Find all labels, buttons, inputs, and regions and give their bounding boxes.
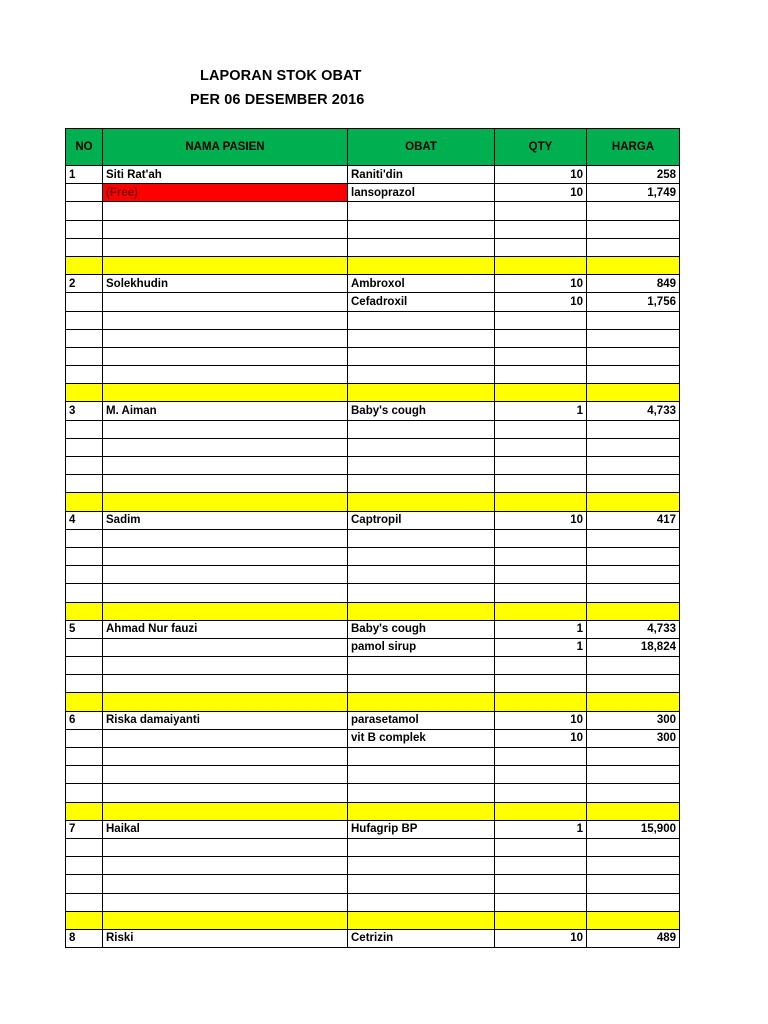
cell-harga	[587, 420, 680, 438]
cell-obat	[348, 893, 495, 911]
cell-no	[66, 748, 103, 766]
cell-no	[66, 838, 103, 856]
separator-cell	[348, 602, 495, 620]
cell-no: 5	[66, 620, 103, 638]
cell-qty	[495, 784, 587, 802]
cell-qty: 1	[495, 402, 587, 420]
cell-obat	[348, 875, 495, 893]
table-row	[66, 566, 680, 584]
group-separator-row	[66, 493, 680, 511]
cell-obat	[348, 457, 495, 475]
cell-nama-pasien	[103, 784, 348, 802]
group-separator-row	[66, 911, 680, 929]
cell-harga	[587, 566, 680, 584]
cell-nama-pasien: Ahmad Nur fauzi	[103, 620, 348, 638]
cell-nama-pasien	[103, 329, 348, 347]
cell-harga	[587, 893, 680, 911]
table-row	[66, 202, 680, 220]
separator-cell	[495, 602, 587, 620]
cell-harga: 489	[587, 929, 680, 947]
cell-no	[66, 875, 103, 893]
cell-harga: 849	[587, 275, 680, 293]
separator-cell	[587, 602, 680, 620]
cell-obat: pamol sirup	[348, 638, 495, 656]
cell-qty	[495, 202, 587, 220]
cell-obat: Baby's cough	[348, 402, 495, 420]
table-row	[66, 675, 680, 693]
stock-table	[65, 128, 680, 948]
cell-harga	[587, 657, 680, 675]
cell-nama-pasien: M. Aiman	[103, 402, 348, 420]
cell-qty	[495, 857, 587, 875]
cell-obat	[348, 857, 495, 875]
cell-no	[66, 675, 103, 693]
separator-cell	[495, 256, 587, 274]
cell-no	[66, 184, 103, 202]
cell-obat: lansoprazol	[348, 184, 495, 202]
separator-cell	[495, 911, 587, 929]
cell-harga: 1,749	[587, 184, 680, 202]
cell-nama-pasien	[103, 638, 348, 656]
cell-obat	[348, 566, 495, 584]
cell-nama-pasien	[103, 838, 348, 856]
cell-qty	[495, 893, 587, 911]
table-body	[66, 166, 680, 948]
table-row	[66, 420, 680, 438]
cell-qty: 10	[495, 184, 587, 202]
cell-obat: Ambroxol	[348, 275, 495, 293]
cell-nama-pasien	[103, 238, 348, 256]
cell-obat	[348, 547, 495, 565]
separator-cell	[348, 911, 495, 929]
cell-harga	[587, 347, 680, 365]
cell-qty: 10	[495, 929, 587, 947]
cell-harga	[587, 766, 680, 784]
cell-qty	[495, 766, 587, 784]
separator-cell	[348, 384, 495, 402]
cell-obat	[348, 329, 495, 347]
cell-obat: Baby's cough	[348, 620, 495, 638]
separator-cell	[495, 693, 587, 711]
separator-cell	[348, 693, 495, 711]
separator-cell	[66, 384, 103, 402]
cell-qty	[495, 675, 587, 693]
cell-no	[66, 784, 103, 802]
separator-cell	[103, 602, 348, 620]
cell-obat	[348, 784, 495, 802]
cell-no	[66, 566, 103, 584]
cell-nama-pasien	[103, 566, 348, 584]
separator-cell	[495, 493, 587, 511]
header-obat: OBAT	[348, 129, 495, 166]
cell-qty: 10	[495, 711, 587, 729]
cell-qty	[495, 547, 587, 565]
cell-harga	[587, 311, 680, 329]
cell-harga: 417	[587, 511, 680, 529]
cell-no	[66, 293, 103, 311]
cell-harga	[587, 547, 680, 565]
separator-cell	[348, 802, 495, 820]
separator-cell	[587, 802, 680, 820]
cell-qty: 1	[495, 620, 587, 638]
cell-harga: 15,900	[587, 820, 680, 838]
separator-cell	[66, 693, 103, 711]
table-row	[66, 511, 680, 529]
cell-obat	[348, 838, 495, 856]
cell-qty: 10	[495, 293, 587, 311]
cell-qty	[495, 584, 587, 602]
cell-harga	[587, 438, 680, 456]
table-row	[66, 166, 680, 184]
cell-nama-pasien	[103, 729, 348, 747]
cell-no	[66, 347, 103, 365]
cell-nama-pasien	[103, 893, 348, 911]
cell-nama-pasien	[103, 420, 348, 438]
table-row	[66, 547, 680, 565]
cell-harga	[587, 748, 680, 766]
table-row	[66, 638, 680, 656]
cell-obat	[348, 584, 495, 602]
cell-qty: 10	[495, 166, 587, 184]
table-row	[66, 711, 680, 729]
cell-nama-pasien: Riski	[103, 929, 348, 947]
cell-no: 2	[66, 275, 103, 293]
cell-obat	[348, 475, 495, 493]
cell-no	[66, 311, 103, 329]
cell-obat	[348, 238, 495, 256]
separator-cell	[348, 493, 495, 511]
cell-obat	[348, 420, 495, 438]
separator-cell	[66, 911, 103, 929]
table-row	[66, 402, 680, 420]
cell-nama-pasien	[103, 220, 348, 238]
table-row	[66, 275, 680, 293]
separator-cell	[103, 802, 348, 820]
table-row	[66, 329, 680, 347]
table-row	[66, 929, 680, 947]
separator-cell	[587, 911, 680, 929]
cell-qty	[495, 457, 587, 475]
cell-nama-pasien	[103, 438, 348, 456]
cell-obat	[348, 438, 495, 456]
cell-harga: 300	[587, 729, 680, 747]
cell-no	[66, 547, 103, 565]
cell-harga	[587, 838, 680, 856]
cell-qty	[495, 566, 587, 584]
cell-no	[66, 457, 103, 475]
table-row	[66, 820, 680, 838]
cell-nama-pasien	[103, 857, 348, 875]
cell-nama-pasien	[103, 657, 348, 675]
cell-qty: 1	[495, 638, 587, 656]
separator-cell	[66, 602, 103, 620]
separator-cell	[587, 693, 680, 711]
separator-cell	[103, 911, 348, 929]
group-separator-row	[66, 256, 680, 274]
cell-obat: Hufagrip BP	[348, 820, 495, 838]
cell-no	[66, 729, 103, 747]
cell-no	[66, 220, 103, 238]
table-row	[66, 293, 680, 311]
table-row	[66, 366, 680, 384]
table-row	[66, 657, 680, 675]
cell-harga	[587, 584, 680, 602]
cell-no	[66, 893, 103, 911]
separator-cell	[587, 384, 680, 402]
cell-nama-pasien	[103, 875, 348, 893]
cell-harga	[587, 475, 680, 493]
cell-harga	[587, 220, 680, 238]
cell-obat: Cetrizin	[348, 929, 495, 947]
cell-no	[66, 766, 103, 784]
cell-obat: Raniti'din	[348, 166, 495, 184]
cell-nama-pasien: Haikal	[103, 820, 348, 838]
cell-nama-pasien	[103, 366, 348, 384]
cell-qty	[495, 475, 587, 493]
cell-harga: 1,756	[587, 293, 680, 311]
cell-obat: Captropil	[348, 511, 495, 529]
cell-qty	[495, 238, 587, 256]
cell-harga	[587, 238, 680, 256]
cell-harga: 300	[587, 711, 680, 729]
cell-harga: 4,733	[587, 402, 680, 420]
cell-nama-pasien	[103, 475, 348, 493]
header-qty: QTY	[495, 129, 587, 166]
separator-cell	[348, 256, 495, 274]
cell-nama-pasien	[103, 347, 348, 365]
cell-obat: vit B complek	[348, 729, 495, 747]
cell-obat	[348, 220, 495, 238]
cell-obat: Cefadroxil	[348, 293, 495, 311]
cell-qty: 10	[495, 275, 587, 293]
cell-no: 1	[66, 166, 103, 184]
cell-qty	[495, 329, 587, 347]
header-nama-pasien: NAMA PASIEN	[103, 129, 348, 166]
table-row	[66, 184, 680, 202]
cell-nama-pasien	[103, 457, 348, 475]
cell-obat: parasetamol	[348, 711, 495, 729]
separator-cell	[587, 493, 680, 511]
group-separator-row	[66, 602, 680, 620]
cell-obat	[348, 748, 495, 766]
report-date: PER 06 DESEMBER 2016	[190, 92, 365, 108]
table-row	[66, 766, 680, 784]
cell-obat	[348, 657, 495, 675]
table-row	[66, 893, 680, 911]
cell-no	[66, 420, 103, 438]
table-row	[66, 857, 680, 875]
cell-no	[66, 438, 103, 456]
separator-cell	[103, 256, 348, 274]
cell-qty	[495, 438, 587, 456]
cell-harga	[587, 457, 680, 475]
table-row	[66, 457, 680, 475]
cell-no	[66, 584, 103, 602]
cell-harga	[587, 875, 680, 893]
cell-harga	[587, 857, 680, 875]
group-separator-row	[66, 384, 680, 402]
cell-harga: 258	[587, 166, 680, 184]
table-row	[66, 838, 680, 856]
cell-nama-pasien: Sadim	[103, 511, 348, 529]
separator-cell	[495, 384, 587, 402]
cell-obat	[348, 766, 495, 784]
cell-qty	[495, 311, 587, 329]
separator-cell	[66, 802, 103, 820]
cell-no	[66, 202, 103, 220]
table-row	[66, 748, 680, 766]
cell-obat	[348, 347, 495, 365]
cell-nama-pasien: Siti Rat'ah	[103, 166, 348, 184]
cell-qty: 10	[495, 729, 587, 747]
cell-no	[66, 529, 103, 547]
cell-nama-pasien	[103, 547, 348, 565]
cell-no	[66, 475, 103, 493]
table-row	[66, 729, 680, 747]
table-row	[66, 438, 680, 456]
cell-harga: 4,733	[587, 620, 680, 638]
cell-qty	[495, 347, 587, 365]
report-title: LAPORAN STOK OBAT	[200, 68, 362, 84]
cell-nama-pasien	[103, 748, 348, 766]
table-row	[66, 238, 680, 256]
cell-no	[66, 238, 103, 256]
cell-qty	[495, 838, 587, 856]
table-row	[66, 584, 680, 602]
cell-qty: 10	[495, 511, 587, 529]
cell-nama-pasien: Riska damaiyanti	[103, 711, 348, 729]
header-harga: HARGA	[587, 129, 680, 166]
table-row	[66, 784, 680, 802]
table-header-row	[66, 129, 680, 166]
cell-harga	[587, 784, 680, 802]
separator-cell	[103, 693, 348, 711]
cell-qty	[495, 875, 587, 893]
cell-no	[66, 366, 103, 384]
separator-cell	[495, 802, 587, 820]
cell-nama-pasien	[103, 202, 348, 220]
cell-qty: 1	[495, 820, 587, 838]
group-separator-row	[66, 693, 680, 711]
cell-harga	[587, 366, 680, 384]
table-row	[66, 220, 680, 238]
cell-nama-pasien: (Free)	[103, 184, 348, 202]
cell-obat	[348, 202, 495, 220]
separator-cell	[587, 256, 680, 274]
cell-qty	[495, 420, 587, 438]
group-separator-row	[66, 802, 680, 820]
separator-cell	[66, 256, 103, 274]
cell-qty	[495, 529, 587, 547]
cell-obat	[348, 529, 495, 547]
cell-nama-pasien	[103, 293, 348, 311]
cell-nama-pasien	[103, 675, 348, 693]
cell-qty	[495, 366, 587, 384]
cell-obat	[348, 311, 495, 329]
separator-cell	[103, 493, 348, 511]
cell-harga	[587, 675, 680, 693]
cell-nama-pasien: Solekhudin	[103, 275, 348, 293]
table-row	[66, 529, 680, 547]
separator-cell	[103, 384, 348, 402]
table-row	[66, 311, 680, 329]
cell-qty	[495, 220, 587, 238]
header-no: NO	[66, 129, 103, 166]
table-row	[66, 875, 680, 893]
cell-harga	[587, 529, 680, 547]
cell-no	[66, 657, 103, 675]
table-row	[66, 347, 680, 365]
cell-no: 7	[66, 820, 103, 838]
cell-nama-pasien	[103, 529, 348, 547]
cell-no: 6	[66, 711, 103, 729]
cell-no	[66, 329, 103, 347]
cell-no: 8	[66, 929, 103, 947]
cell-harga: 18,824	[587, 638, 680, 656]
table-row	[66, 475, 680, 493]
table-row	[66, 620, 680, 638]
cell-no: 3	[66, 402, 103, 420]
separator-cell	[66, 493, 103, 511]
cell-nama-pasien	[103, 766, 348, 784]
cell-no	[66, 638, 103, 656]
cell-obat	[348, 366, 495, 384]
cell-no: 4	[66, 511, 103, 529]
cell-harga	[587, 202, 680, 220]
cell-nama-pasien	[103, 584, 348, 602]
cell-qty	[495, 657, 587, 675]
cell-nama-pasien	[103, 311, 348, 329]
cell-harga	[587, 329, 680, 347]
cell-obat	[348, 675, 495, 693]
cell-no	[66, 857, 103, 875]
cell-qty	[495, 748, 587, 766]
